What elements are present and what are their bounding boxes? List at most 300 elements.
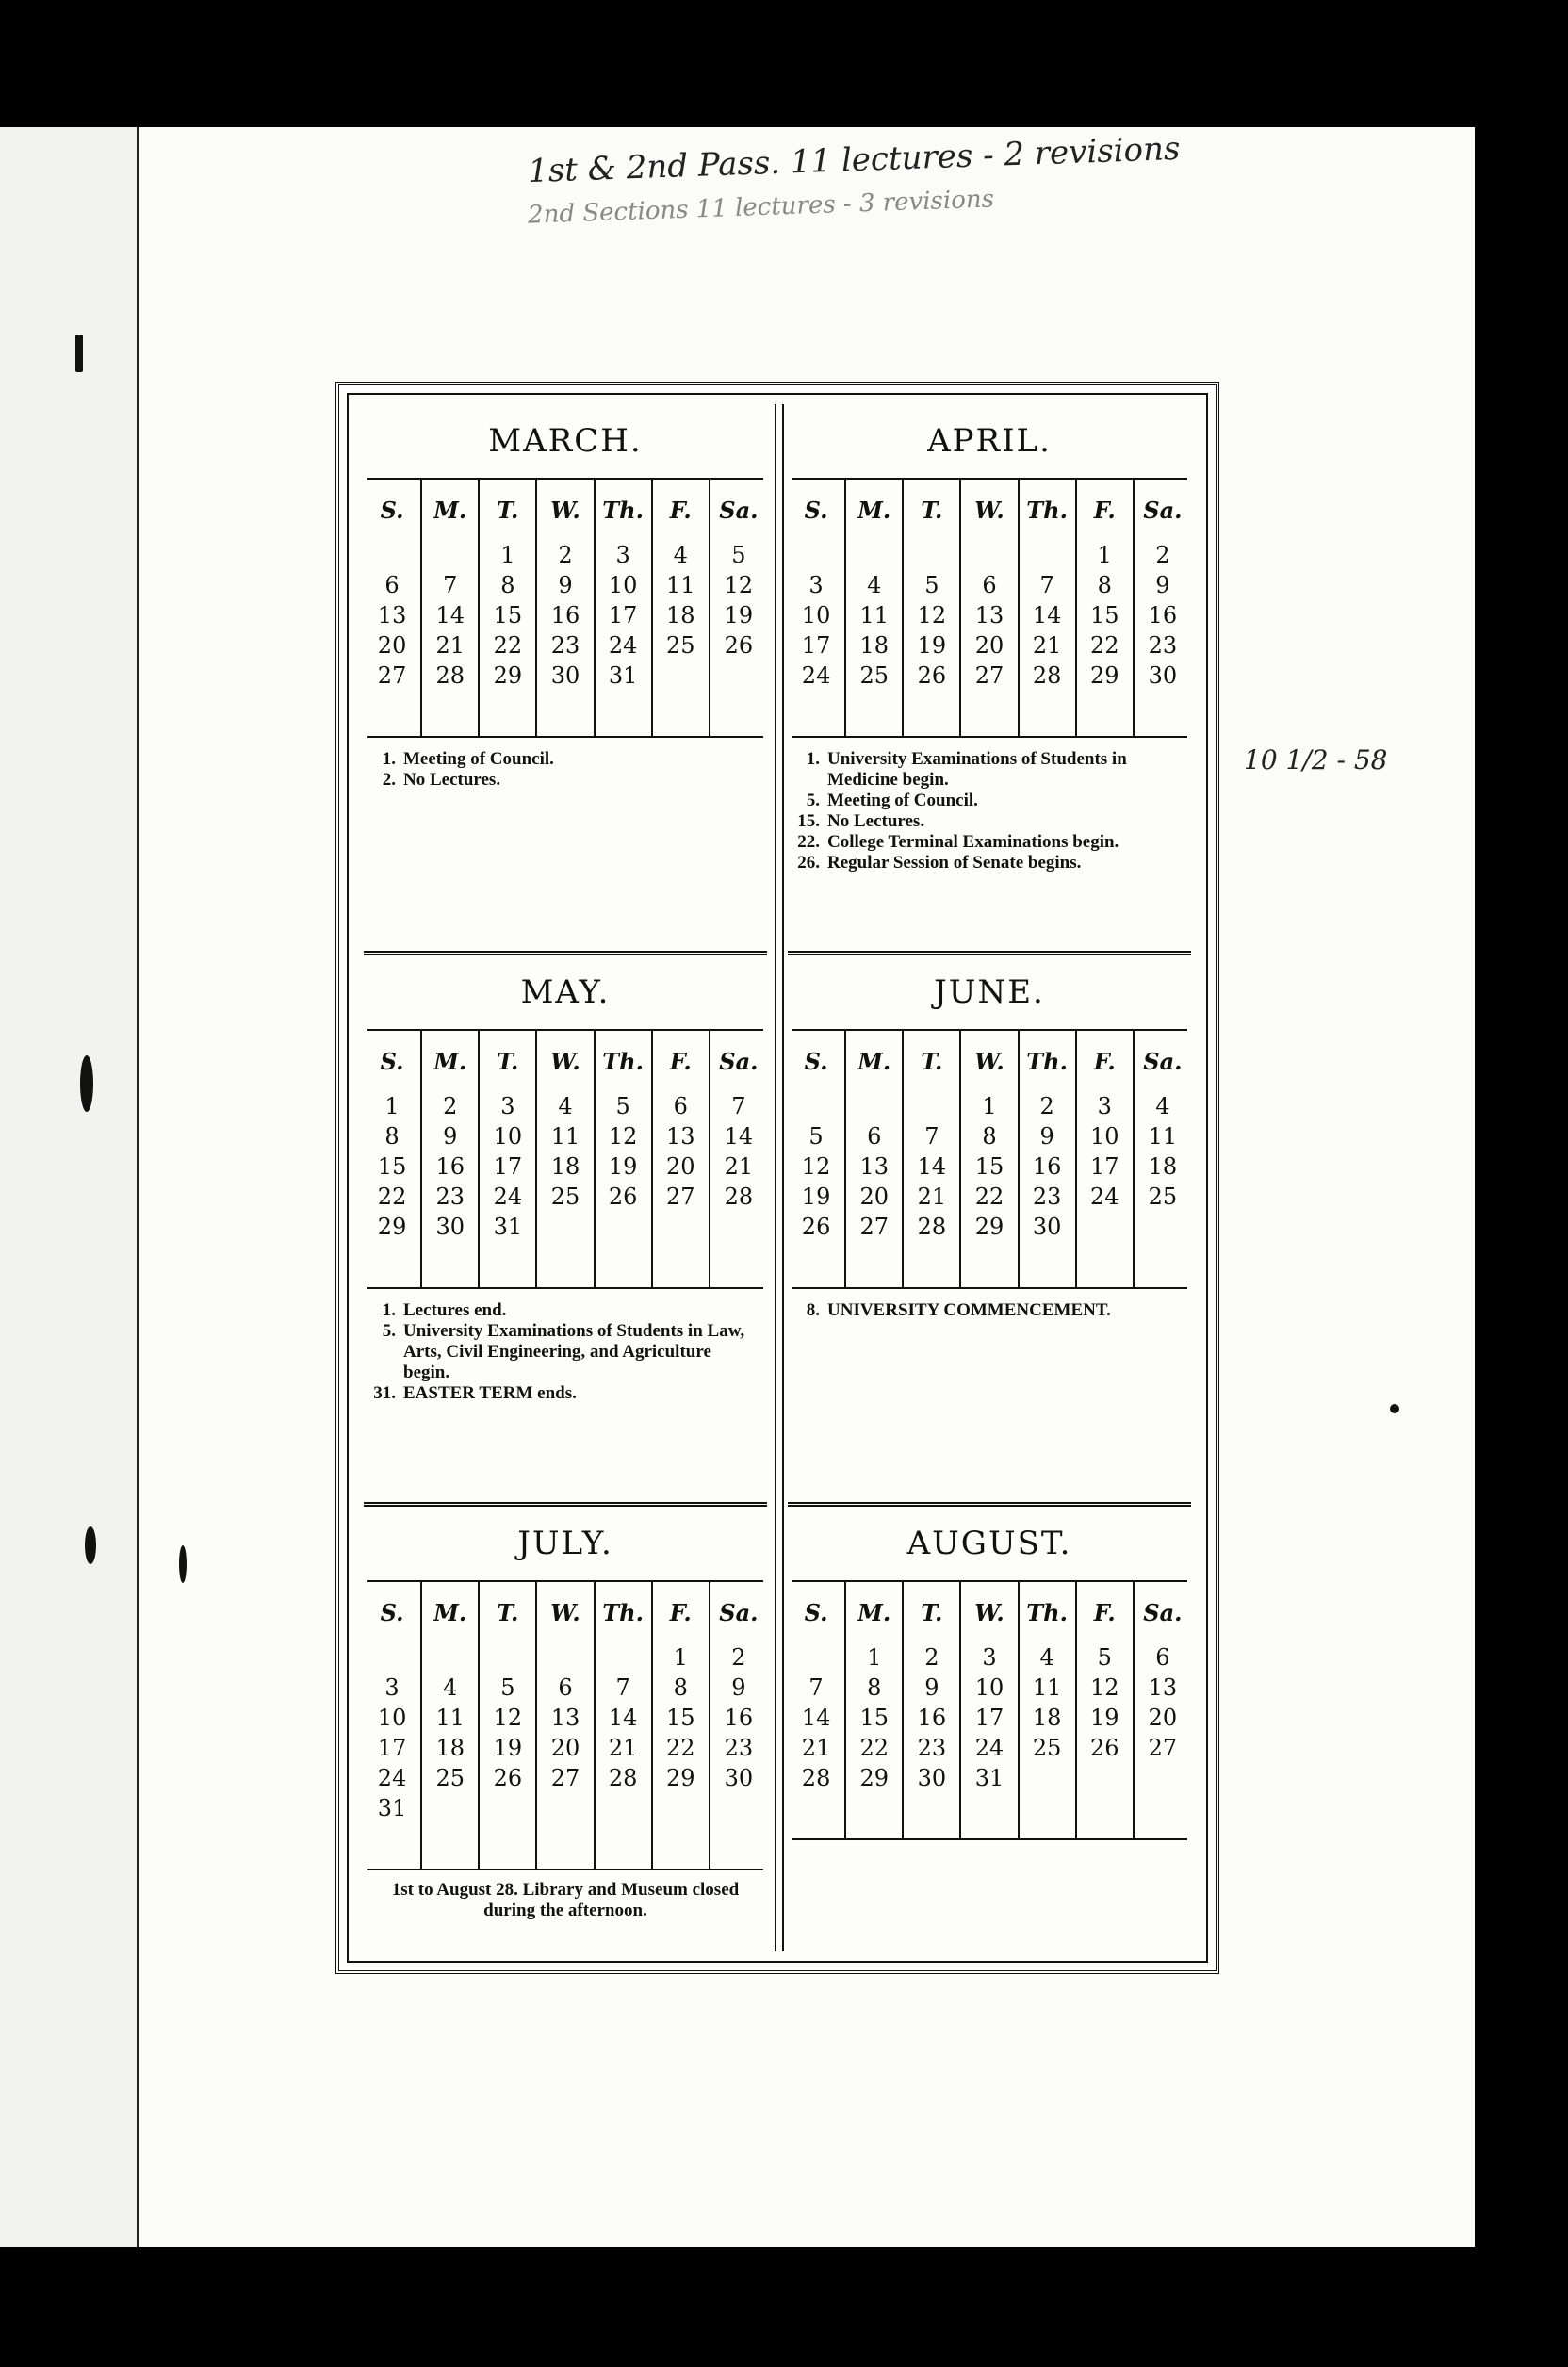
handwritten-note-top: 1st & 2nd Pass. 11 lectures - 2 revisions [527, 129, 1181, 191]
day-cell: 5 [479, 1673, 536, 1703]
week-row [788, 1121, 1191, 1151]
note-day: 26. [797, 853, 820, 873]
day-cell: 20 [652, 1151, 710, 1182]
day-header: F. [652, 1582, 710, 1642]
day-cell: 13 [652, 1121, 710, 1151]
week-row [364, 1091, 767, 1121]
day-header: F. [652, 1031, 710, 1091]
day-cell-blank [1076, 1242, 1134, 1287]
day-cell: 25 [845, 661, 903, 691]
note-item [793, 1300, 1185, 1321]
day-cell-blank [1134, 691, 1191, 736]
day-cell: 25 [1019, 1733, 1076, 1763]
day-cell [364, 1642, 421, 1673]
month-5 [788, 1507, 1191, 1940]
day-header: Th. [595, 1582, 652, 1642]
day-header: W. [536, 480, 594, 540]
month-notes [788, 1289, 1191, 1321]
day-cell: 19 [801, 1184, 831, 1210]
day-cell: 28 [801, 1765, 831, 1791]
week-row [788, 1091, 1191, 1121]
day-cell: 24 [801, 662, 831, 689]
day-cell: 11 [536, 1121, 594, 1151]
day-cell: 15 [652, 1703, 710, 1733]
day-cell-blank [364, 1823, 421, 1869]
note-text: Regular Session of Senate begins. [827, 853, 1082, 873]
day-cell: 4 [1019, 1642, 1076, 1673]
day-cell-blank [536, 691, 594, 736]
day-cell: 22 [960, 1182, 1018, 1212]
week-row [788, 1182, 1191, 1212]
day-cell-blank [595, 1823, 652, 1869]
day-cell [421, 540, 479, 570]
day-cell [845, 540, 903, 570]
day-cell: 17 [960, 1703, 1018, 1733]
day-cell: 10 [1076, 1121, 1134, 1151]
day-cell-blank [479, 1242, 536, 1287]
week-row [788, 540, 1191, 570]
day-cell: 27 [377, 662, 407, 689]
day-cell: 27 [1134, 1733, 1191, 1763]
day-cell-blank [595, 1242, 652, 1287]
day-cell [1134, 1763, 1191, 1793]
day-cell: 9 [903, 1673, 960, 1703]
day-header: Th. [595, 480, 652, 540]
note-day: 1. [806, 749, 820, 769]
note-item [793, 853, 1185, 873]
day-cell: 26 [479, 1763, 536, 1793]
day-cell: 24 [1076, 1182, 1134, 1212]
day-cell [1076, 1212, 1134, 1242]
day-cell: 11 [421, 1703, 479, 1733]
note-item [369, 770, 761, 791]
day-cell-blank [1019, 1242, 1076, 1287]
day-cell: 2 [710, 1642, 767, 1673]
day-cell-blank [710, 1242, 767, 1287]
day-cell [479, 1642, 536, 1673]
day-cell: 12 [801, 1153, 831, 1180]
day-cell: 10 [595, 570, 652, 600]
day-cell: 20 [1134, 1703, 1191, 1733]
day-cell-blank [652, 1823, 710, 1869]
ink-blot [1390, 1404, 1399, 1413]
day-cell: 3 [384, 1674, 400, 1701]
day-cell: 8 [384, 1123, 400, 1150]
day-header: M. [845, 480, 903, 540]
day-cell [595, 1642, 652, 1673]
week-row [364, 661, 767, 691]
day-cell [710, 1212, 767, 1242]
day-cell: 14 [421, 600, 479, 630]
day-header: Sa. [1134, 1031, 1191, 1091]
day-cell: 18 [845, 630, 903, 661]
day-cell [960, 540, 1018, 570]
day-cell [788, 1091, 845, 1121]
day-cell: 27 [960, 661, 1018, 691]
day-grid [364, 1031, 767, 1287]
day-cell: 26 [595, 1182, 652, 1212]
day-cell: 27 [845, 1212, 903, 1242]
note-item [369, 749, 761, 770]
day-cell: 16 [536, 600, 594, 630]
day-cell-blank [1076, 1793, 1134, 1838]
day-cell-blank [1134, 1793, 1191, 1838]
week-row [364, 1121, 767, 1151]
day-header: W. [960, 480, 1018, 540]
day-cell: 12 [903, 600, 960, 630]
day-cell: 29 [479, 661, 536, 691]
day-cell: 28 [710, 1182, 767, 1212]
day-cell: 16 [710, 1703, 767, 1733]
day-cell: 22 [652, 1733, 710, 1763]
day-cell [421, 1642, 479, 1673]
day-cell: 30 [421, 1212, 479, 1242]
day-cell: 9 [536, 570, 594, 600]
day-cell: 25 [652, 630, 710, 661]
day-cell-blank [364, 691, 421, 736]
day-header: Th. [1019, 1031, 1076, 1091]
day-cell: 6 [960, 570, 1018, 600]
day-cell: 2 [1134, 540, 1191, 570]
week-row [788, 661, 1191, 691]
ink-blot [80, 1055, 93, 1112]
day-cell: 21 [421, 630, 479, 661]
week-row [788, 1733, 1191, 1763]
note-item [793, 811, 1185, 832]
day-grid [788, 1031, 1191, 1287]
day-header: Sa. [710, 1031, 767, 1091]
day-header: M. [845, 1031, 903, 1091]
day-header: M. [421, 1582, 479, 1642]
day-cell: 6 [1134, 1642, 1191, 1673]
week-row [788, 1673, 1191, 1703]
day-cell: 28 [1019, 661, 1076, 691]
day-cell: 12 [479, 1703, 536, 1733]
day-cell [536, 1212, 594, 1242]
day-cell: 30 [903, 1763, 960, 1793]
previous-page-edge [0, 127, 139, 2247]
note-item [369, 1300, 761, 1321]
day-header: Sa. [710, 480, 767, 540]
week-row [788, 1642, 1191, 1673]
day-cell: 1 [384, 1093, 400, 1119]
day-cell: 9 [1134, 570, 1191, 600]
day-header: S. [804, 1598, 828, 1626]
day-cell: 6 [384, 572, 400, 598]
day-cell: 18 [536, 1151, 594, 1182]
day-cell: 15 [479, 600, 536, 630]
day-cell: 20 [960, 630, 1018, 661]
day-cell: 22 [1076, 630, 1134, 661]
day-cell-blank [960, 1793, 1018, 1838]
day-cell [788, 540, 845, 570]
day-cell: 30 [1134, 661, 1191, 691]
day-cell: 7 [808, 1674, 824, 1701]
day-cell: 23 [1019, 1182, 1076, 1212]
day-cell: 5 [595, 1091, 652, 1121]
month-1 [788, 404, 1191, 955]
note-text: University Examinations of Students in Medicine begin. [827, 749, 1127, 790]
day-cell-blank [595, 691, 652, 736]
day-cell [1076, 1763, 1134, 1793]
day-header: T. [479, 1031, 536, 1091]
day-cell: 17 [479, 1151, 536, 1182]
note-text: Meeting of Council. [827, 791, 978, 810]
day-cell: 18 [1134, 1151, 1191, 1182]
day-cell [710, 661, 767, 691]
month-4 [364, 1507, 767, 1940]
week-row [364, 1182, 767, 1212]
month-grid [364, 404, 1191, 1951]
day-cell-blank [788, 1793, 845, 1838]
day-cell-blank [536, 1242, 594, 1287]
day-cell: 23 [903, 1733, 960, 1763]
day-cell: 6 [652, 1091, 710, 1121]
day-cell: 26 [1076, 1733, 1134, 1763]
day-cell: 7 [903, 1121, 960, 1151]
day-cell: 3 [960, 1642, 1018, 1673]
day-cell: 9 [421, 1121, 479, 1151]
day-cell: 11 [1134, 1121, 1191, 1151]
day-cell: 25 [1134, 1182, 1191, 1212]
week-row [364, 1793, 767, 1823]
day-cell: 29 [845, 1763, 903, 1793]
day-cell: 15 [960, 1151, 1018, 1182]
day-cell: 28 [595, 1763, 652, 1793]
day-cell: 19 [479, 1733, 536, 1763]
week-row [788, 570, 1191, 600]
day-cell-blank [652, 1242, 710, 1287]
day-cell: 19 [595, 1151, 652, 1182]
day-cell: 22 [479, 630, 536, 661]
day-cell-blank [652, 691, 710, 736]
day-cell: 26 [903, 661, 960, 691]
day-cell: 14 [801, 1705, 831, 1731]
day-header: S. [380, 1598, 404, 1626]
day-cell [364, 540, 421, 570]
day-cell: 17 [1076, 1151, 1134, 1182]
day-cell: 29 [1076, 661, 1134, 691]
column-divider [775, 404, 784, 1951]
note-text: EASTER TERM ends. [403, 1383, 577, 1403]
day-header: Sa. [1134, 1582, 1191, 1642]
day-cell: 13 [845, 1151, 903, 1182]
day-cell: 2 [421, 1091, 479, 1121]
day-cell: 8 [1076, 570, 1134, 600]
day-cell: 23 [536, 630, 594, 661]
day-cell: 14 [903, 1151, 960, 1182]
day-cell: 5 [710, 540, 767, 570]
day-header: M. [421, 1031, 479, 1091]
day-cell: 30 [1019, 1212, 1076, 1242]
day-cell-blank [479, 1823, 536, 1869]
day-grid [788, 480, 1191, 736]
note-item [793, 791, 1185, 811]
day-cell: 2 [536, 540, 594, 570]
day-cell: 30 [710, 1763, 767, 1793]
day-cell: 7 [595, 1673, 652, 1703]
day-cell: 26 [710, 630, 767, 661]
day-header: F. [652, 480, 710, 540]
day-cell [788, 1642, 845, 1673]
day-cell [421, 1793, 479, 1823]
day-cell: 29 [960, 1212, 1018, 1242]
day-cell: 24 [595, 630, 652, 661]
day-cell: 12 [1076, 1673, 1134, 1703]
note-item [793, 749, 1185, 791]
note-day: 2. [382, 770, 396, 790]
day-cell: 5 [808, 1123, 824, 1150]
day-cell-blank [710, 1823, 767, 1869]
day-cell: 20 [845, 1182, 903, 1212]
note-item [793, 832, 1185, 853]
day-cell: 19 [903, 630, 960, 661]
day-cell-blank [1134, 1242, 1191, 1287]
day-cell: 17 [377, 1735, 407, 1761]
note-text: College Terminal Examinations begin. [827, 832, 1119, 852]
day-cell-blank [960, 1242, 1018, 1287]
day-header: Sa. [1134, 480, 1191, 540]
day-cell [652, 661, 710, 691]
note-text: No Lectures. [403, 770, 501, 790]
day-cell-blank [903, 1242, 960, 1287]
day-cell: 20 [536, 1733, 594, 1763]
day-header: Th. [1019, 1582, 1076, 1642]
day-cell: 24 [960, 1733, 1018, 1763]
week-row [364, 1642, 767, 1673]
day-cell: 16 [903, 1703, 960, 1733]
day-cell-blank [364, 1242, 421, 1287]
day-cell: 1 [652, 1642, 710, 1673]
day-cell: 24 [377, 1765, 407, 1791]
day-header: Th. [595, 1031, 652, 1091]
day-cell [595, 1793, 652, 1823]
day-cell [1134, 1212, 1191, 1242]
day-cell: 31 [960, 1763, 1018, 1793]
day-header: T. [903, 1582, 960, 1642]
note-text: Meeting of Council. [403, 749, 554, 769]
day-header: M. [421, 480, 479, 540]
day-header: M. [845, 1582, 903, 1642]
day-cell: 12 [710, 570, 767, 600]
month-0 [364, 404, 767, 955]
day-header: F. [1076, 480, 1134, 540]
week-row [364, 1733, 767, 1763]
day-cell: 25 [536, 1182, 594, 1212]
day-cell: 1 [1076, 540, 1134, 570]
note-text: University Examinations of Students in Law, Arts, Civil Engineering, and Agriculture begin. [403, 1321, 745, 1382]
note-day: 8. [806, 1300, 820, 1320]
day-cell [845, 1091, 903, 1121]
day-cell: 6 [845, 1121, 903, 1151]
day-cell: 10 [479, 1121, 536, 1151]
day-cell: 21 [903, 1182, 960, 1212]
week-row [788, 1212, 1191, 1242]
month-footnote: 1st to August 28. Library and Museum closed during the afternoon. [391, 1880, 740, 1920]
day-cell: 5 [903, 570, 960, 600]
day-cell-blank [903, 691, 960, 736]
month-title: JULY. [517, 1525, 613, 1562]
month-notes [788, 738, 1191, 873]
week-row [364, 540, 767, 570]
day-cell: 19 [710, 600, 767, 630]
month-title: MARCH. [488, 422, 643, 460]
day-cell: 10 [960, 1673, 1018, 1703]
week-row [788, 600, 1191, 630]
ink-blot [85, 1526, 96, 1564]
day-cell [903, 1091, 960, 1121]
day-cell: 3 [595, 540, 652, 570]
day-cell [1019, 1763, 1076, 1793]
note-item [369, 1321, 761, 1383]
month-3 [788, 955, 1191, 1507]
day-cell: 7 [421, 570, 479, 600]
day-cell: 21 [710, 1151, 767, 1182]
day-header: W. [960, 1582, 1018, 1642]
month-title: APRIL. [927, 422, 1052, 460]
day-cell: 21 [595, 1733, 652, 1763]
day-cell-blank [788, 691, 845, 736]
handwritten-note-side: 10 1/2 - 58 [1244, 744, 1388, 775]
week-row [364, 630, 767, 661]
month-title: AUGUST. [906, 1525, 1072, 1562]
day-cell: 12 [595, 1121, 652, 1151]
day-cell: 2 [1019, 1091, 1076, 1121]
day-cell: 18 [1019, 1703, 1076, 1733]
day-cell-blank [903, 1793, 960, 1838]
day-cell: 3 [479, 1091, 536, 1121]
day-cell: 31 [479, 1212, 536, 1242]
day-cell: 3 [808, 572, 824, 598]
day-cell: 13 [1134, 1673, 1191, 1703]
week-row [788, 630, 1191, 661]
day-cell: 4 [421, 1673, 479, 1703]
day-cell: 11 [652, 570, 710, 600]
week-row [364, 570, 767, 600]
week-row [364, 1763, 767, 1793]
day-cell: 7 [710, 1091, 767, 1121]
note-text: Lectures end. [403, 1300, 507, 1320]
day-cell: 29 [652, 1763, 710, 1793]
day-cell: 16 [1134, 600, 1191, 630]
day-cell: 17 [595, 600, 652, 630]
note-day: 1. [382, 749, 396, 769]
day-cell: 14 [595, 1703, 652, 1733]
day-header: W. [536, 1582, 594, 1642]
note-item [369, 1383, 761, 1404]
day-cell: 8 [652, 1673, 710, 1703]
day-cell: 7 [1019, 570, 1076, 600]
day-cell [536, 1642, 594, 1673]
day-cell [652, 1212, 710, 1242]
day-header: S. [804, 496, 828, 524]
day-cell: 8 [845, 1673, 903, 1703]
month-notes [364, 738, 767, 791]
day-cell: 18 [652, 600, 710, 630]
ink-blot [75, 335, 83, 372]
day-cell: 17 [801, 632, 831, 659]
day-cell: 13 [960, 600, 1018, 630]
day-cell-blank [1076, 691, 1134, 736]
week-row [364, 600, 767, 630]
day-cell: 16 [1019, 1151, 1076, 1182]
day-cell: 11 [1019, 1673, 1076, 1703]
day-cell: 6 [536, 1673, 594, 1703]
day-cell: 28 [421, 661, 479, 691]
day-cell-blank [845, 691, 903, 736]
day-cell: 31 [377, 1795, 407, 1821]
day-cell: 25 [421, 1763, 479, 1793]
